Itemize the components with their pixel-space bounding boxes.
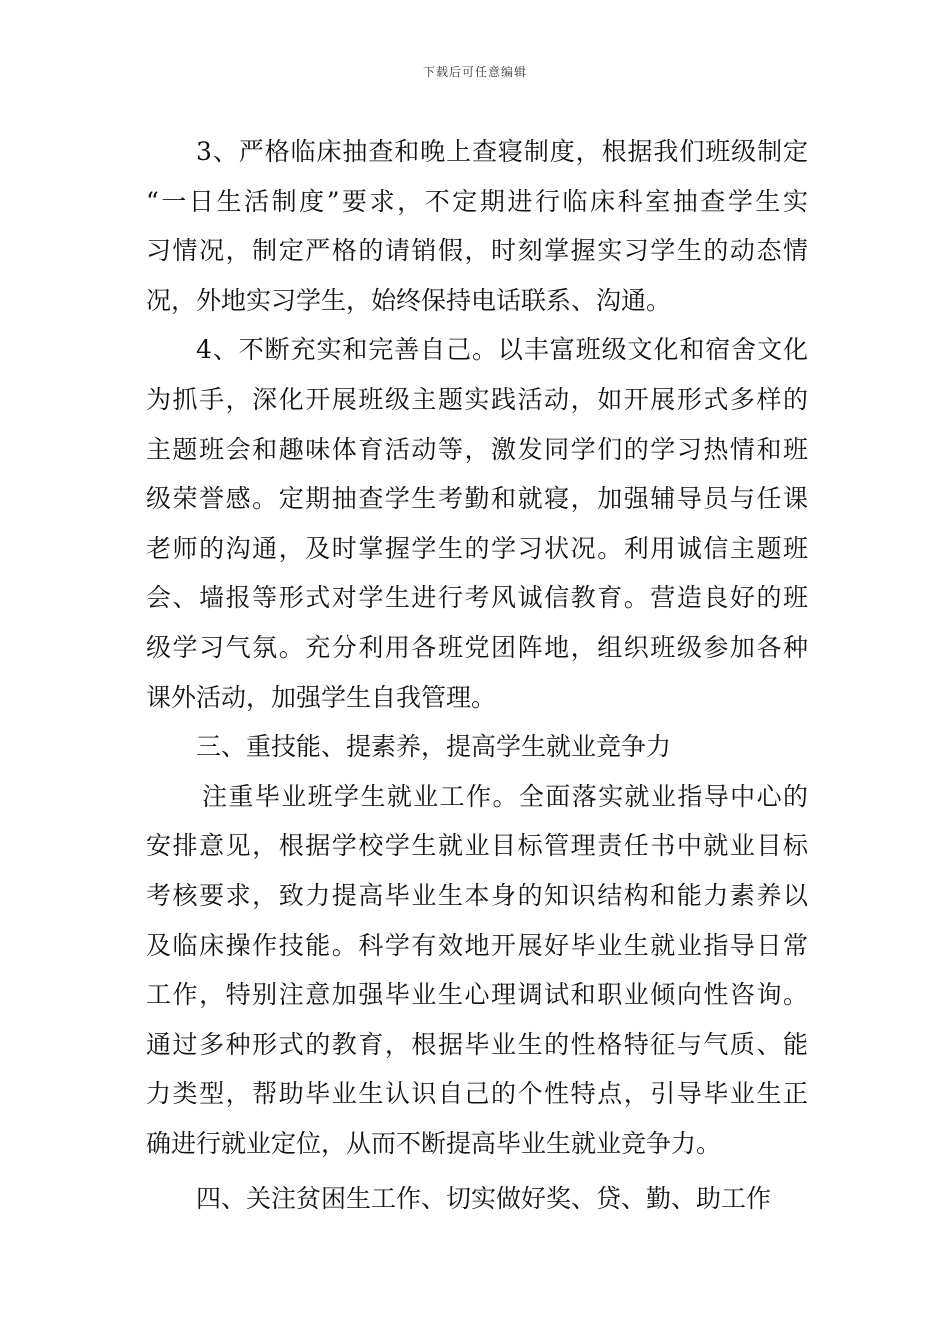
text-line: 级荣誉感。定期抽查学生考勤和就寝，加强辅导员与任课 [146, 484, 808, 514]
paragraph-item-3 [146, 127, 808, 325]
text-line: 课外活动，加强学生自我管理。 [146, 682, 497, 712]
text-line: 工作，特别注意加强毕业生心理调试和职业倾向性咨询。 [146, 980, 808, 1010]
section-heading: 三、重技能、提素养，提高学生就业竞争力 [196, 732, 672, 762]
text-line: 考核要求，致力提高毕业生本身的知识结构和能力素养以 [146, 880, 808, 910]
text-line: 及临床操作技能。科学有效地开展好毕业生就业指导日常 [146, 930, 808, 960]
text-line: 习情况，制定严格的请销假，时刻掌握实习学生的动态情 [146, 236, 808, 266]
paragraph-item-4 [146, 325, 808, 722]
page-header: 下载后可任意编辑 [422, 65, 527, 79]
text-line: 力类型，帮助毕业生认识自己的个性特点，引导毕业生正 [146, 1079, 808, 1109]
text-line: 注重毕业班学生就业工作。全面落实就业指导中心的 [202, 781, 808, 811]
section-heading: 四、关注贫困生工作、切实做好奖、贷、勤、助工作 [196, 1184, 772, 1214]
text-line: 4、不断充实和完善自己。以丰富班级文化和宿舍文化 [196, 335, 808, 365]
section-heading-4 [146, 1174, 808, 1224]
text-line: 主题班会和趣味体育活动等，激发同学们的学习热情和班 [146, 434, 808, 464]
section-heading-3 [146, 722, 808, 772]
text-line: 会、墙报等形式对学生进行考风诚信教育。营造良好的班 [146, 583, 808, 613]
text-line: 确进行就业定位，从而不断提高毕业生就业竞争力。 [146, 1128, 722, 1158]
paragraph-employment [146, 772, 808, 1169]
text-line: 级学习气氛。充分利用各班党团阵地，组织班级参加各种 [146, 632, 808, 662]
text-line: 为抓手，深化开展班级主题实践活动，如开展形式多样的 [146, 384, 808, 414]
text-line: 况，外地实习学生，始终保持电话联系、沟通。 [146, 285, 672, 315]
text-line: 安排意见，根据学校学生就业目标管理责任书中就业目标 [146, 831, 808, 861]
text-line: “一日生活制度”要求，不定期进行临床科室抽查学生实 [146, 186, 808, 216]
text-line: 通过多种形式的教育，根据毕业生的性格特征与气质、能 [146, 1029, 808, 1059]
text-line: 老师的沟通，及时掌握学生的学习状况。利用诚信主题班 [146, 533, 808, 563]
text-line: 3、严格临床抽查和晚上查寝制度，根据我们班级制定 [196, 137, 808, 166]
document-body [146, 127, 808, 1224]
